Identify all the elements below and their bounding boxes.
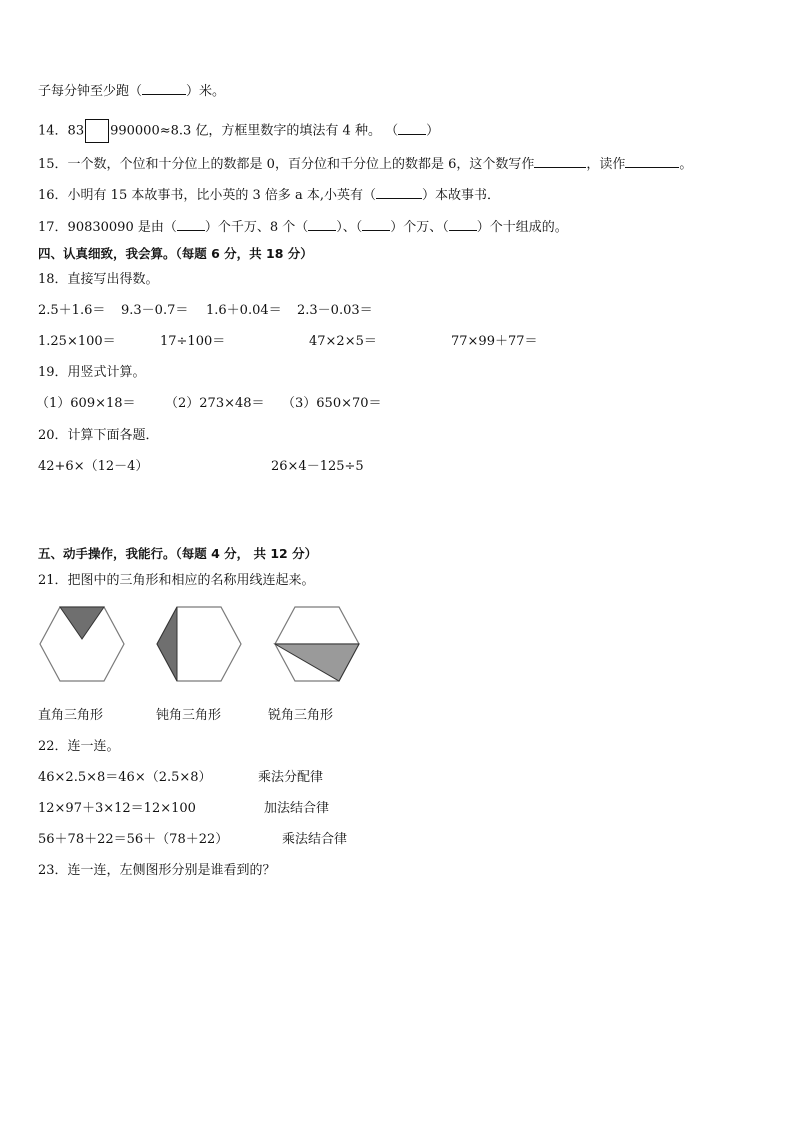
q23-title: 23．连一连，左侧图形分别是谁看到的？: [38, 863, 276, 878]
q16-text-end: ）本故事书．: [422, 188, 501, 203]
q17-text: ）个千万、8 个（: [204, 220, 309, 235]
q21-title: 21．把图中的三角形和相应的名称用线连起来。: [38, 573, 315, 588]
q18-item: 77×99＋77＝: [451, 334, 538, 349]
obtuse-triangle-shape: [157, 607, 177, 681]
section-4-header: 四、认真细致，我会算。（每题 6 分，共 18 分）: [38, 246, 313, 261]
q13-text-end: ）米。: [186, 84, 226, 99]
q19-item: （3）650×70＝: [282, 396, 382, 411]
digit-box[interactable]: [85, 119, 109, 143]
q20-item: 42+6×（12－4）: [38, 459, 149, 474]
q18-item: 1.25×100＝: [38, 334, 116, 349]
answer-blank[interactable]: [534, 156, 586, 168]
q19-item: （2）273×48＝: [165, 396, 265, 411]
q22-law[interactable]: 乘法结合律: [282, 832, 348, 847]
q20-item: 26×4－125÷5: [271, 459, 364, 474]
q19-item: （1）609×18＝: [36, 396, 136, 411]
q17-text: ）、（: [336, 220, 363, 235]
q15-text-mid: ，读作: [586, 157, 626, 172]
q18-item: 2.3－0.03＝: [297, 303, 373, 318]
answer-blank[interactable]: [449, 219, 477, 231]
q15-text-end: 。: [679, 157, 693, 172]
q18-item: 9.3－0.7＝: [121, 303, 189, 318]
q15-text: 15．一个数，个位和十分位上的数都是 0，百分位和千分位上的数都是 6，这个数写作: [38, 157, 535, 172]
q17: [38, 219, 568, 236]
q20-title: 20．计算下面各题．: [38, 428, 159, 443]
q18-item: 17÷100＝: [160, 334, 226, 349]
answer-blank[interactable]: [142, 83, 186, 95]
q22-title: 22．连一连。: [38, 739, 120, 754]
answer-blank[interactable]: [362, 219, 390, 231]
hexagon-acute-triangle-figure[interactable]: [273, 605, 361, 683]
q14-text: 14．83: [38, 123, 85, 139]
q17-text: 17．90830090 是由（: [38, 220, 177, 235]
answer-blank[interactable]: [625, 156, 679, 168]
q22-law[interactable]: 乘法分配律: [258, 770, 324, 785]
hexagon-right-triangle-figure[interactable]: [38, 605, 126, 683]
q22-equation[interactable]: 56＋78＋22＝56＋（78＋22）: [38, 832, 229, 847]
answer-blank[interactable]: [308, 219, 336, 231]
q15: [38, 156, 692, 173]
q16-text: 16．小明有 15 本故事书，比小英的 3 倍多 a 本,小英有（: [38, 188, 377, 203]
q16: [38, 187, 500, 204]
answer-blank[interactable]: [376, 187, 422, 199]
q17-text: ）个万、（: [390, 220, 449, 235]
label-obtuse-triangle[interactable]: 钝角三角形: [156, 708, 222, 723]
q14: [38, 119, 439, 143]
q18-item: 1.6＋0.04＝: [206, 303, 282, 318]
label-right-triangle[interactable]: 直角三角形: [38, 708, 104, 723]
q18-item: 2.5＋1.6＝: [38, 303, 106, 318]
answer-blank[interactable]: [177, 219, 205, 231]
q18-item: 47×2×5＝: [309, 334, 377, 349]
section-5-header: 五、动手操作，我能行。（每题 4 分， 共 12 分）: [38, 546, 318, 561]
q17-text-end: ）个十组成的。: [476, 220, 568, 235]
q22-equation[interactable]: 12×97＋3×12＝12×100: [38, 801, 196, 816]
q19-title: 19．用竖式计算。: [38, 365, 146, 380]
label-acute-triangle[interactable]: 锐角三角形: [268, 708, 334, 723]
q22-equation[interactable]: 46×2.5×8＝46×（2.5×8）: [38, 770, 212, 785]
hexagon-obtuse-triangle-figure[interactable]: [155, 605, 243, 683]
q13-tail: [38, 83, 225, 100]
q14-text-mid: 990000≈8.3 亿，方框里数字的填法有 4 种。 （: [110, 123, 399, 139]
q22-law[interactable]: 加法结合律: [264, 801, 330, 816]
q18-title: 18．直接写出得数。: [38, 272, 159, 287]
q13-text: 子每分钟至少跑（: [38, 84, 143, 99]
answer-blank[interactable]: [398, 123, 426, 135]
q14-text-end: ）: [426, 123, 440, 139]
